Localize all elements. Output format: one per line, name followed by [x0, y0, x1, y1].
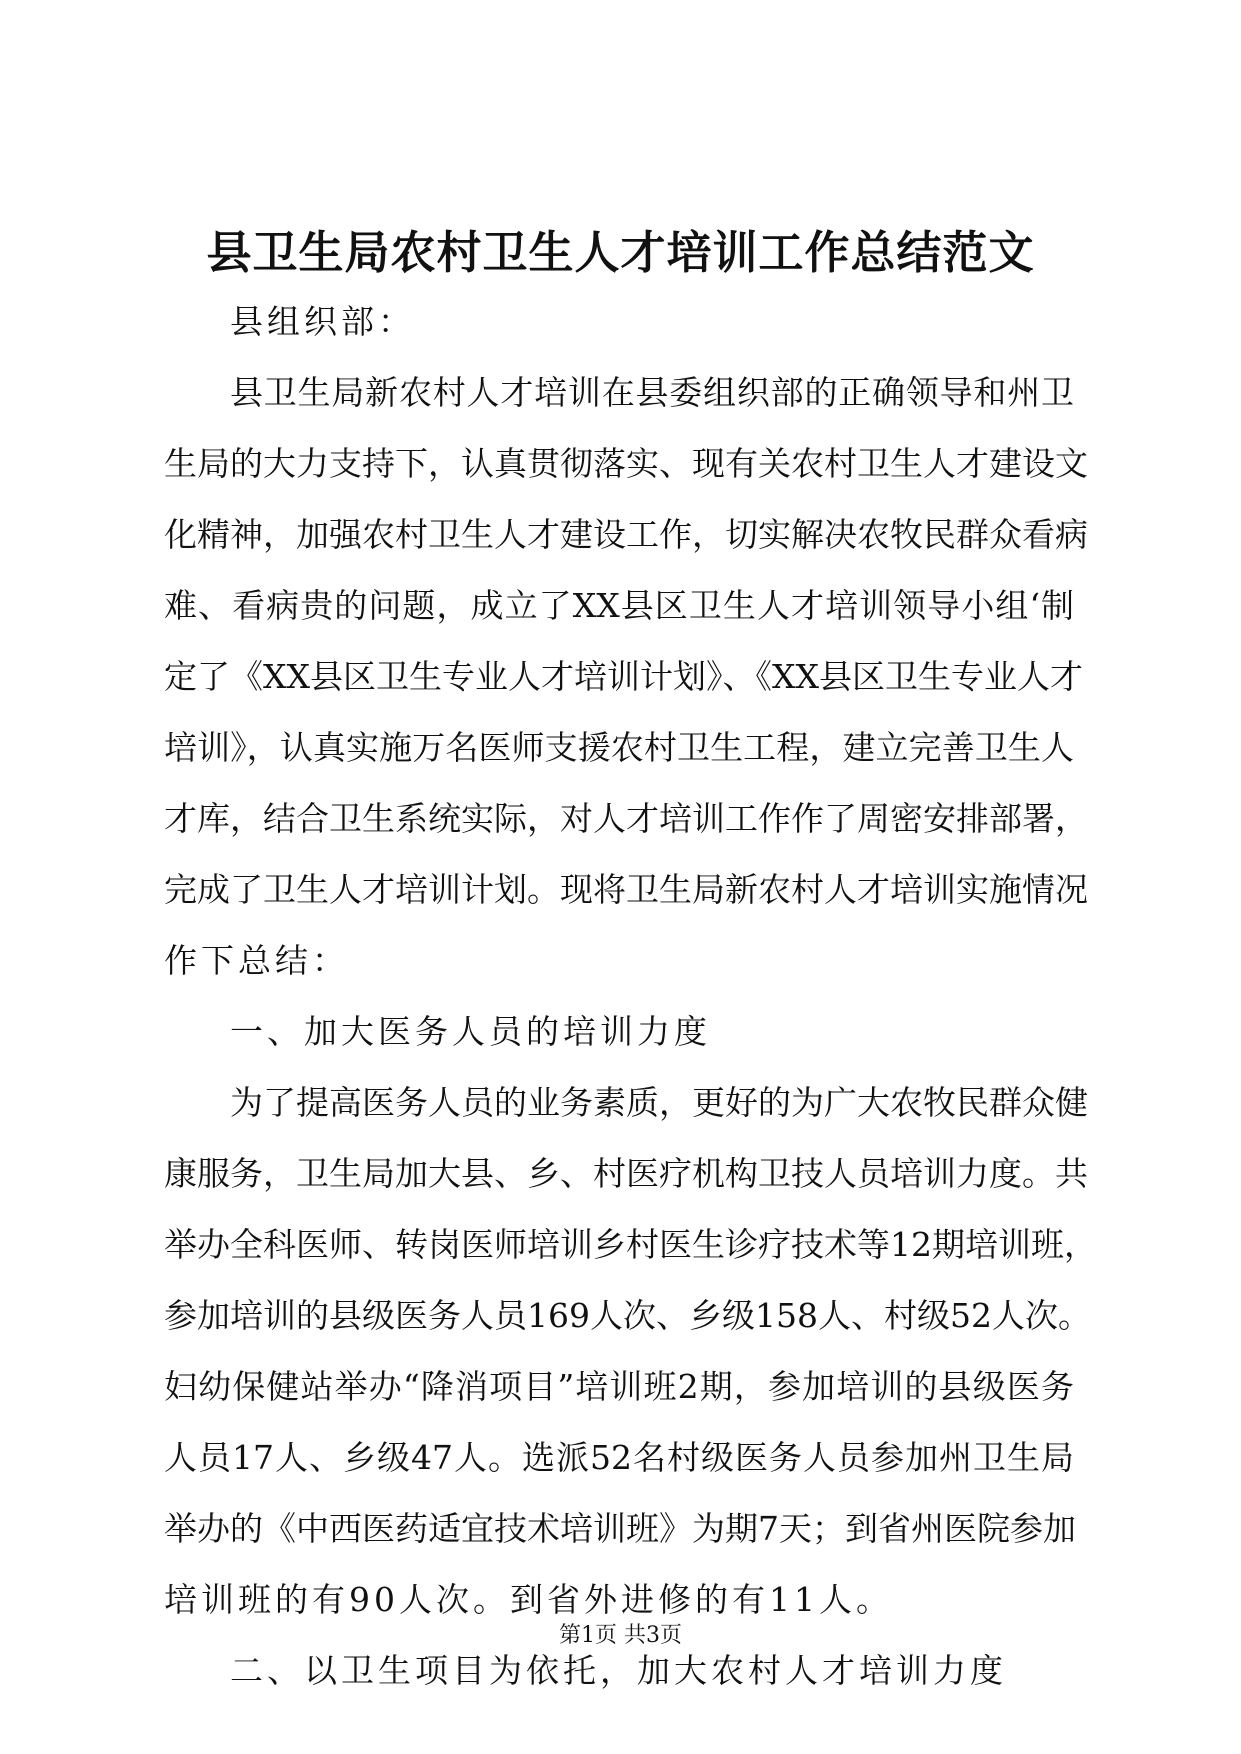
body-line: 举办全科医师、转岗医师培训乡村医生诊疗技术等12期培训班， [164, 1225, 1097, 1264]
body-line: 化精神，加强农村卫生人才建设工作，切实解决农牧民群众看病 [164, 515, 1088, 554]
body-line: 培训班的有90人次。到省外进修的有11人。 [164, 1580, 893, 1619]
salutation: 县组织部： [230, 302, 415, 341]
body-line: 为了提高医务人员的业务素质，更好的为广大农牧民群众健 [230, 1083, 1088, 1122]
body-line: 康服务，卫生局加大县、乡、村医疗机构卫技人员培训力度。共 [164, 1154, 1088, 1193]
body-line: 难、看病贵的问题，成立了XX县区卫生人才培训领导小组‘制 [164, 586, 1074, 625]
section-heading: 二、以卫生项目为依托，加大农村人才培训力度 [230, 1651, 1007, 1690]
page-number: 第1页 共3页 [559, 1623, 682, 1648]
body-line: 举办的《中西医药适宜技术培训班》为期7天；到省州医院参加 [164, 1509, 1076, 1548]
body-line: 县卫生局新农村人才培训在县委组织部的正确领导和州卫 [230, 373, 1074, 412]
body-line: 参加培训的县级医务人员169人次、乡级158人、村级52人次。 [164, 1296, 1091, 1335]
document-title: 县卫生局农村卫生人才培训工作总结范文 [206, 226, 1035, 279]
document-body [164, 286, 1097, 1706]
body-line: 妇幼保健站举办“降消项目”培训班2期，参加培训的县级医务 [164, 1367, 1074, 1406]
page-footer [0, 1621, 1241, 1651]
section-heading: 一、加大医务人员的培训力度 [230, 1012, 711, 1051]
body-line: 完成了卫生人才培训计划。现将卫生局新农村人才培训实施情况 [164, 870, 1088, 909]
body-line: 定了《XX县区卫生专业人才培训计划》、《XX县区卫生专业人才 [164, 657, 1083, 696]
body-line: 作下总结： [164, 941, 349, 980]
body-line: 培训》，认真实施万名医师支援农村卫生工程，建立完善卫生人 [164, 728, 1074, 767]
body-line: 人员17人、乡级47人。选派52名村级医务人员参加州卫生局 [164, 1438, 1074, 1477]
body-line: 才库，结合卫生系统实际，对人才培训工作作了周密安排部署， [164, 799, 1088, 838]
body-line: 生局的大力支持下，认真贯彻落实、现有关农村卫生人才建设文 [164, 444, 1088, 483]
